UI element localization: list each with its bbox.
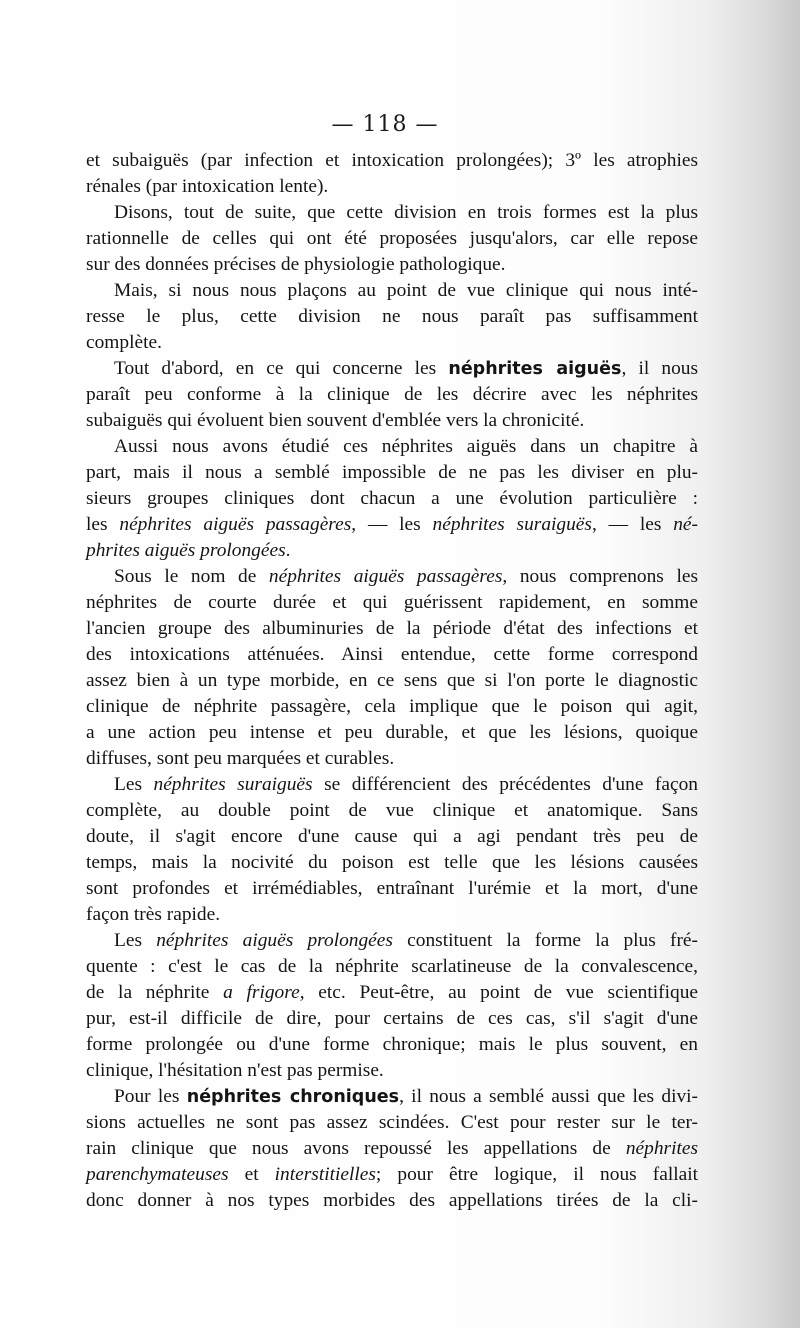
page-number: — 118 — <box>331 112 439 137</box>
text-line <box>86 538 698 564</box>
text-run: . <box>285 540 291 561</box>
text-run: ; pour être logique, il nous fallait <box>375 1164 698 1185</box>
text-run: part, mais il nous a semblé impossible de ne pas les diviser en plu- <box>86 462 698 483</box>
text-run: Mais, si nous nous plaçons au point de vue clinique qui nous inté- <box>114 280 698 301</box>
text-run: de la néphrite <box>86 982 224 1003</box>
text-run: donc donner à nos types morbides des appellations tirées de la cli- <box>86 1190 698 1211</box>
text-run: , il nous <box>621 358 699 379</box>
text-line <box>86 1136 698 1162</box>
facing-page-show-through <box>696 160 800 1328</box>
text-line <box>86 772 698 798</box>
text-run: paraît peu conforme à la clinique de les décrire avec les néphrites <box>86 384 698 405</box>
text-line <box>86 1110 698 1136</box>
text-line <box>86 330 698 356</box>
text-run: doute, il s'agit encore d'une cause qui a agi pendant très peu de <box>86 826 698 847</box>
text-run: Sous le nom de <box>114 566 269 587</box>
text-run: clinique, l'hésitation n'est pas permise. <box>86 1060 384 1081</box>
text-line <box>86 460 698 486</box>
text-line <box>86 876 698 902</box>
text-run: quente : c'est le cas de la néphrite scarlatineuse de la convalescence, <box>86 956 698 977</box>
italic-term: néphrites aiguës passagères <box>119 514 352 535</box>
text-line <box>86 408 698 434</box>
text-run: des intoxications atténuées. Ainsi entendue, cette forme correspond <box>86 644 698 665</box>
text-run: Pour les <box>114 1086 187 1107</box>
text-run: , — les <box>591 514 674 535</box>
text-line <box>86 746 698 772</box>
text-run: Tout d'abord, en ce qui concerne les <box>114 358 449 379</box>
text-line <box>86 902 698 928</box>
text-run: , etc. Peut-être, au point de vue scientifique <box>299 982 698 1003</box>
text-line <box>86 278 698 304</box>
text-line <box>86 252 698 278</box>
text-line <box>86 226 698 252</box>
text-line <box>86 642 698 668</box>
text-run: sieurs groupes cliniques dont chacun a une évolution particulière : <box>86 488 698 509</box>
text-run: , il nous a semblé aussi que les divi- <box>399 1086 698 1107</box>
text-run: Disons, tout de suite, que cette division en trois formes est la plus <box>114 202 698 223</box>
italic-term: néphrites <box>625 1138 698 1159</box>
text-run: diffuses, sont peu marquées et curables. <box>86 748 395 769</box>
text-run: rénales (par intoxication lente). <box>86 176 329 197</box>
text-line <box>86 356 698 382</box>
italic-term: néphrites suraiguës <box>432 514 592 535</box>
text-line <box>86 148 698 174</box>
text-run: , nous comprenons les <box>502 566 698 587</box>
text-line <box>86 1058 698 1084</box>
text-line <box>86 954 698 980</box>
text-line <box>86 382 698 408</box>
text-line <box>86 512 698 538</box>
text-run: forme prolongée ou d'une forme chronique; mais le plus souvent, en <box>86 1034 698 1055</box>
text-line <box>86 200 698 226</box>
text-run: sont profondes et irrémédiables, entraînant l'urémie et la mort, d'une <box>86 878 698 899</box>
text-run: Les <box>114 930 157 951</box>
text-line <box>86 1084 698 1110</box>
text-run: les <box>86 514 120 535</box>
text-run: sur des données précises de physiologie pathologique. <box>86 254 506 275</box>
text-run: rationnelle de celles qui ont été proposées jusqu'alors, car elle repose <box>86 228 698 249</box>
text-run: complète, au double point de vue clinique et anatomique. Sans <box>86 800 698 821</box>
text-line <box>86 1006 698 1032</box>
text-run: assez bien à un type morbide, en ce sens que si l'on porte le diagnostic <box>86 670 698 691</box>
italic-term: a frigore <box>223 982 300 1003</box>
text-line <box>86 304 698 330</box>
text-line <box>86 590 698 616</box>
bold-term: néphrites aiguës <box>448 359 622 379</box>
text-line <box>86 1032 698 1058</box>
text-run: subaiguës qui évoluent bien souvent d'emblée vers la chronicité. <box>86 410 585 431</box>
text-line <box>86 174 698 200</box>
text-line <box>86 798 698 824</box>
text-run: a une action peu intense et peu durable, et que les lésions, quoique <box>86 722 698 743</box>
text-run: temps, mais la nocivité du poison est telle que les lésions causées <box>86 852 698 873</box>
text-run: façon très rapide. <box>86 904 221 925</box>
bold-term: néphrites chroniques <box>186 1087 400 1107</box>
text-line <box>86 564 698 590</box>
text-run: sions actuelles ne sont pas assez scindées. C'est pour rester sur le ter- <box>86 1112 698 1133</box>
text-run: complète. <box>86 332 162 353</box>
text-run: et subaiguës (par infection et intoxication prolongées); 3º les atrophies <box>86 150 698 171</box>
text-run: se différencient des précédentes d'une façon <box>312 774 698 795</box>
italic-term: interstitielles <box>274 1164 376 1185</box>
text-line <box>86 850 698 876</box>
text-line <box>86 928 698 954</box>
italic-term: néphrites aiguës passagères <box>268 566 503 587</box>
text-run: resse le plus, cette division ne nous paraît pas suffisamment <box>86 306 698 327</box>
text-run: et <box>228 1164 275 1185</box>
text-run: rain clinique que nous avons repoussé les appellations de <box>86 1138 626 1159</box>
text-run: Les <box>114 774 154 795</box>
text-run: pur, est-il difficile de dire, pour certains de ces cas, s'il s'agit d'une <box>86 1008 698 1029</box>
text-line <box>86 1162 698 1188</box>
italic-term: phrites aiguës prolongées <box>86 540 286 561</box>
italic-term: néphrites aiguës prolongées <box>156 930 393 951</box>
italic-term: parenchymateuses <box>86 1164 229 1185</box>
text-run: clinique de néphrite passagère, cela implique que le poison qui agit, <box>86 696 698 717</box>
text-line <box>86 616 698 642</box>
text-run: l'ancien groupe des albuminuries de la période d'état des infections et <box>86 618 698 639</box>
text-run: Aussi nous avons étudié ces néphrites aiguës dans un chapitre à <box>114 436 698 457</box>
text-line <box>86 1188 698 1214</box>
italic-term: néphrites suraiguës <box>153 774 313 795</box>
text-line <box>86 434 698 460</box>
text-line <box>86 720 698 746</box>
text-line <box>86 694 698 720</box>
text-line <box>86 980 698 1006</box>
text-line <box>86 824 698 850</box>
text-run: , — les <box>351 514 433 535</box>
text-run: néphrites de courte durée et qui guérissent rapidement, en somme <box>86 592 698 613</box>
text-run: constituent la forme la plus fré- <box>392 930 698 951</box>
text-line <box>86 486 698 512</box>
body-text <box>86 148 698 1214</box>
italic-term: né- <box>673 514 698 535</box>
text-line <box>86 668 698 694</box>
